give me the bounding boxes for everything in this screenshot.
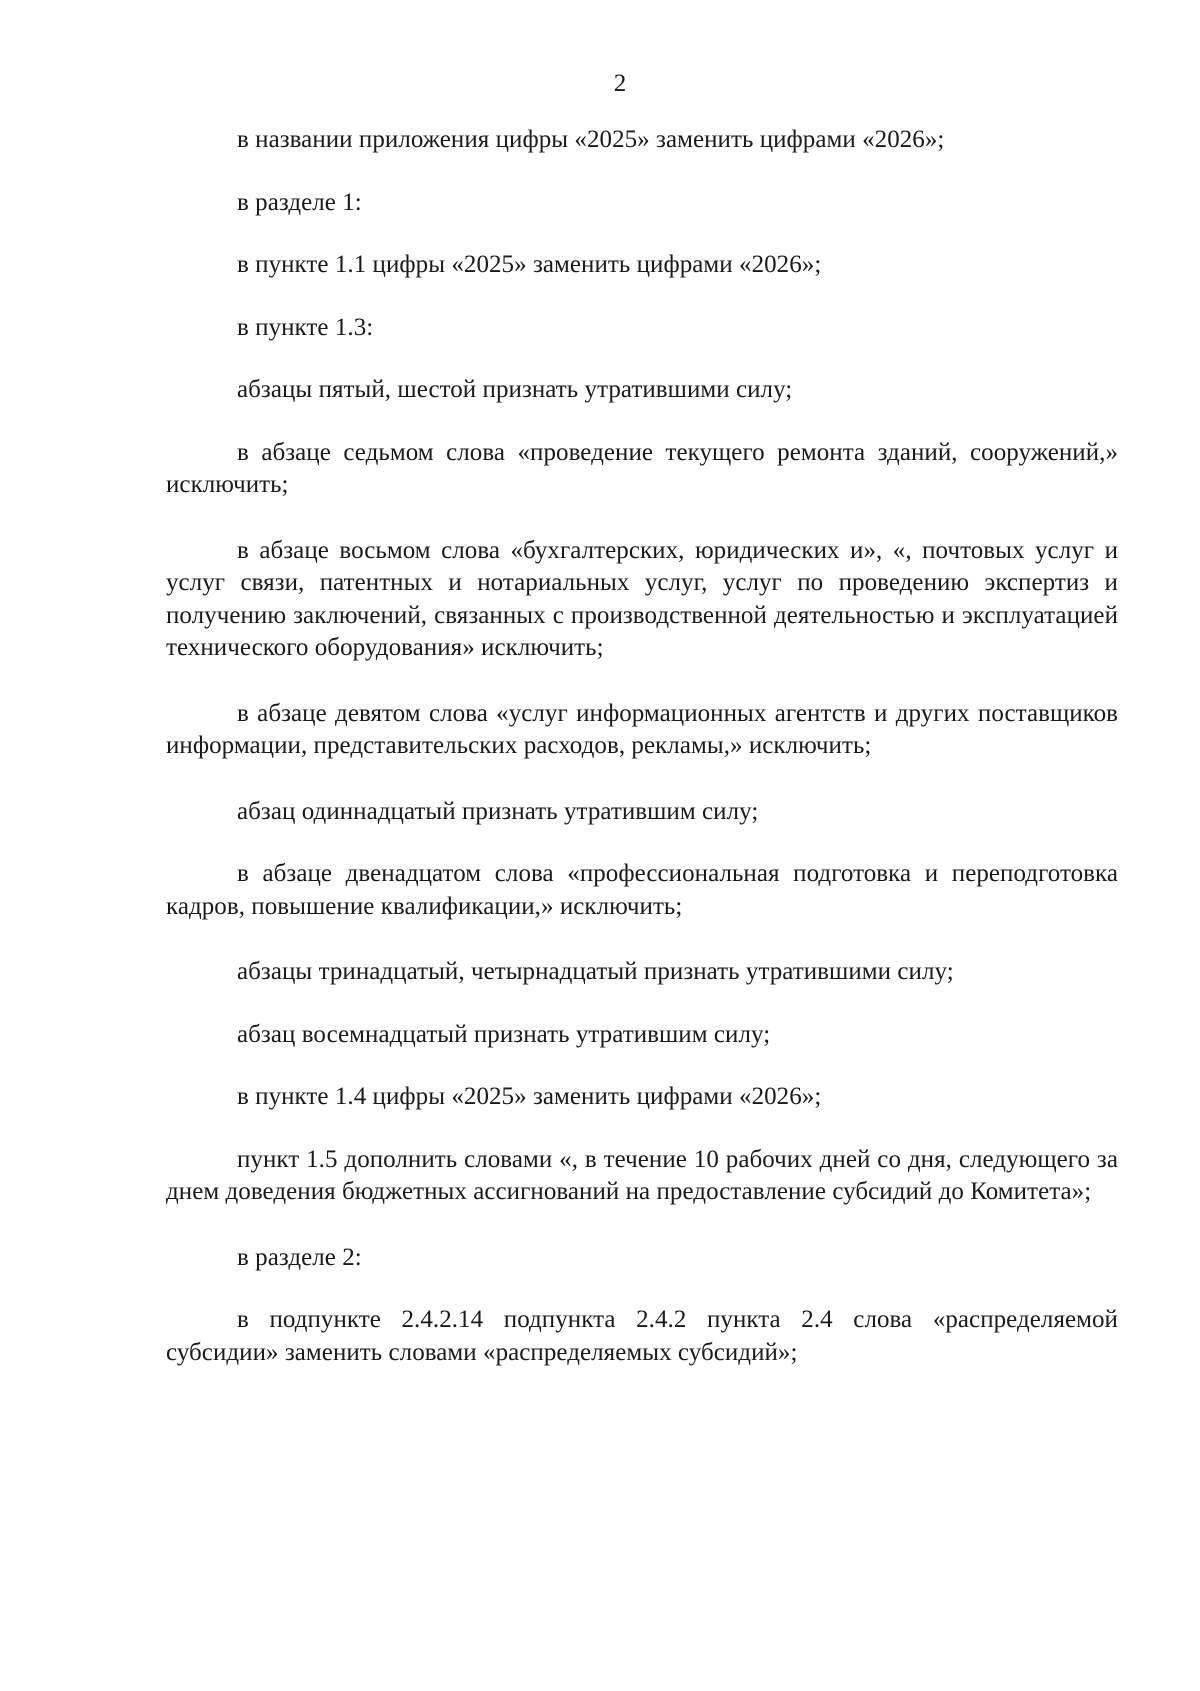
paragraph-13-14-void: абзацы тринадцатый, четырнадцатый признать утратившими силу; <box>237 958 954 985</box>
paragraph-8-edit: в абзаце восьмом слова «бухгалтерских, юридических и», «, почтовых услуг и услуг связи, патентных и нотариальных услуг, услуг по проведению экспертиз и получению заключений, связанных с производственной деятельностью и эксплуатацией технического оборудования» исключить; <box>166 536 1118 661</box>
paragraph-clause-1-5: пункт 1.5 дополнить словами «, в течение 10 рабочих дней со дня, следующего за днем доведения бюджетных ассигнований на предоставление субсидий до Комитета»; <box>166 1145 1118 1205</box>
paragraph-clause-1-3: в пункте 1.3: <box>237 313 374 341</box>
page-number: 2 <box>613 70 627 97</box>
paragraph-5-6-void: абзацы пятый, шестой признать утратившими силу; <box>237 376 793 403</box>
paragraph-section-1: в разделе 1: <box>237 188 362 216</box>
document-body <box>166 124 1118 1369</box>
paragraph-title-change: в названии приложения цифры «2025» заменить цифрами «2026»; <box>237 126 945 153</box>
paragraph-section-2: в разделе 2: <box>237 1243 362 1271</box>
paragraph-clause-1-4: в пункте 1.4 цифры «2025» заменить цифрами «2026»; <box>237 1083 822 1110</box>
paragraph-9-edit: в абзаце девятом слова «услуг информационных агентств и других поставщиков информации, представительских расходов, рекламы,» исключить; <box>166 699 1118 759</box>
paragraph-11-void: абзац одиннадцатый признать утратившим силу; <box>237 797 759 825</box>
paragraph-7-edit: в абзаце седьмом слова «проведение текущего ремонта зданий, сооружений,» исключить; <box>166 438 1118 498</box>
paragraph-subclause-2-4-2-14: в подпункте 2.4.2.14 подпункта 2.4.2 пункта 2.4 слова «распределяемой субсидии» заменить словами «распределяемых субсидий»; <box>166 1306 1118 1366</box>
paragraph-18-void: абзац восемнадцатый признать утратившим силу; <box>237 1020 771 1048</box>
paragraph-clause-1-1: в пункте 1.1 цифры «2025» заменить цифрами «2026»; <box>237 251 822 278</box>
paragraph-12-edit: в абзаце двенадцатом слова «профессиональная подготовка и переподготовка кадров, повышение квалификации,» исключить; <box>166 860 1118 920</box>
